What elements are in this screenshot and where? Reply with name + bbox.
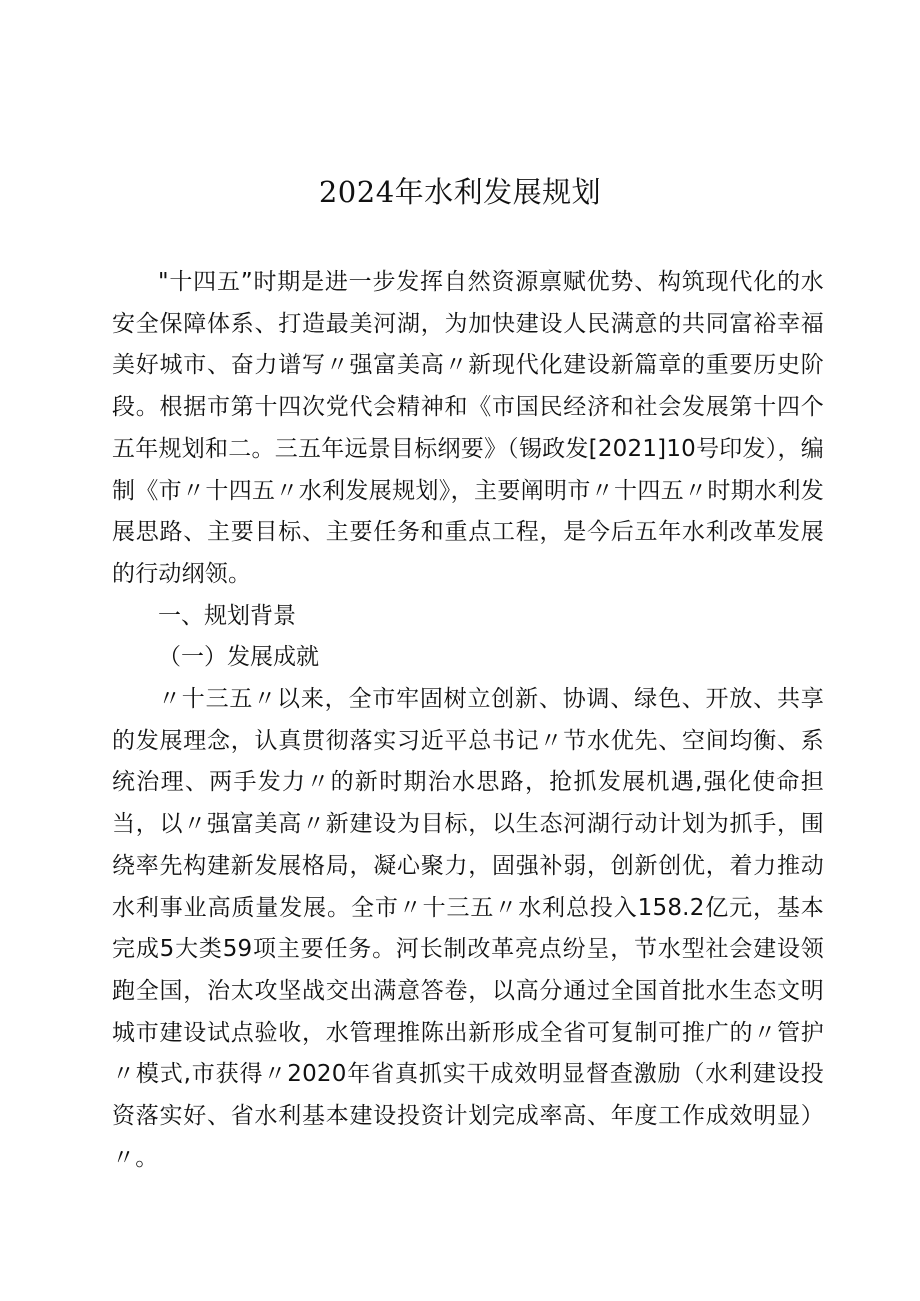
achievements-paragraph: 〃十三五〃以来，全市牢固树立创新、协调、绿色、开放、共享的发展理念，认真贯彻落实习近平总书记〃节水优先、空间均衡、系统治理、两手发力〃的新时期治水思路，抢抓发展机遇,强化使命担当，以〃强富美高〃新建设为目标，以生态河湖行动计划为抓手，围绕率先构建新发展格局，凝心聚力，固强补弱，创新创优，着力推动水利事业高质量发展。全市〃十三五〃水利总投入158.2亿元，基本完成5大类59项主要任务。河长制改革亮点纷呈，节水型社会建设领跑全国，治太攻坚战交出满意答卷，以高分通过全国首批水生态文明城市建设试点验收，水管理推陈出新形成全省可复制可推广的〃管护〃模式,市获得〃2020年省真抓实干成效明显督查激励（水利建设投资落实好、省水利基本建设投资计划完成率高、年度工作成效明显）〃。 (112, 686, 824, 1171)
section-heading: 一、规划背景 (158, 602, 296, 629)
document-title: 2024年水利发展规划 (318, 175, 602, 209)
document-body (112, 262, 824, 1179)
subsection-heading: （一）发展成就 (158, 644, 319, 671)
intro-paragraph: "十四五”时期是进一步发挥自然资源禀赋优势、构筑现代化的水安全保障体系、打造最美河湖，为加快建设人民满意的共同富裕幸福美好城市、奋力谱写〃强富美高〃新现代化建设新篇章的重要历史阶段。根据市第十四次党代会精神和《市国民经济和社会发展第十四个五年规划和二。三五年远景目标纲要》（锡政发[2021]10号印发），编制《市〃十四五〃水利发展规划》，主要阐明市〃十四五〃时期水利发展思路、主要目标、主要任务和重点工程，是今后五年水利改革发展的行动纲领。 (112, 269, 824, 587)
